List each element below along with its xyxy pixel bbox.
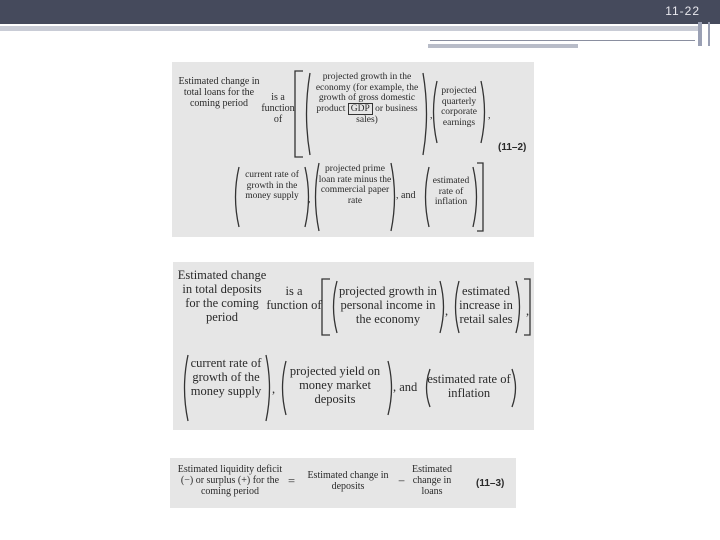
equation-11-2-box — [172, 62, 534, 237]
eq1-comma: , — [308, 194, 311, 205]
eq3-loans: Estimated change in loans — [412, 464, 452, 498]
eq1-lhs: Estimated change in total loans for the coming period — [178, 76, 260, 110]
title-bar — [0, 0, 720, 24]
eq3-deposits: Estimated change in deposits — [307, 470, 389, 493]
eq2-comma: , — [272, 382, 276, 396]
decor-vertical-bar — [708, 22, 710, 46]
eq1-paren-right — [422, 72, 430, 156]
eq2-term5: estimated rate of inflation — [427, 372, 511, 400]
decor-line — [430, 40, 695, 41]
equation-deposits-box — [173, 262, 534, 430]
eq2-connector: is a function of — [266, 284, 322, 312]
eq1-gdp: GDP — [348, 103, 373, 115]
eq3-equals: = — [288, 474, 296, 488]
eq1-term1-pre: projected growth in the economy (for example, the growth of gross domestic product — [315, 72, 419, 114]
eq2-lhs: Estimated change in total deposits for the coming period — [177, 268, 267, 324]
eq1-term1-post: or business sales) — [356, 103, 418, 125]
eq2-and: , and — [393, 380, 418, 394]
eq1-comma: , — [430, 110, 433, 121]
decor-band — [0, 26, 700, 31]
eq3-minus: − — [398, 474, 406, 488]
eq2-paren-right — [515, 280, 523, 334]
eq1-term2: projected quarterly corporate earnings — [441, 86, 477, 128]
eq2-term1: projected growth in personal income in the economy — [339, 284, 437, 326]
eq2-comma: , — [445, 304, 449, 318]
eq1-connector: is a function of — [261, 92, 295, 126]
eq1-term1 — [308, 72, 426, 125]
eq2-and-word: and — [399, 380, 418, 394]
eq2-term2: estimated increase in retail sales — [459, 284, 513, 326]
decor-vertical-bar — [698, 22, 702, 46]
slide-number: 11-22 — [665, 4, 700, 18]
eq2-term3: current rate of growth of the money supply — [190, 356, 262, 398]
eq1-term4: projected prime loan rate minus the commercial paper rate — [318, 164, 392, 206]
eq1-and: , and — [396, 190, 416, 201]
equation-11-3-box — [170, 458, 516, 508]
eq1-paren-right — [480, 80, 488, 144]
eq1-and-word: and — [401, 190, 416, 201]
eq1-term5: estimated rate of inflation — [432, 176, 470, 208]
eq1-comma: , — [488, 110, 491, 121]
eq1-bracket-right — [476, 162, 484, 232]
eq3-lhs: Estimated liquidity deficit (−) or surplus (+) for the coming period — [177, 464, 283, 498]
eq2-term4: projected yield on money market deposits — [289, 364, 381, 406]
eq2-comma: , — [526, 304, 530, 318]
decor-strip — [428, 44, 578, 48]
eq1-number: (11–2) — [498, 142, 527, 153]
eq1-term3: current rate of growth in the money supply — [245, 170, 299, 202]
eq3-number: (11–3) — [476, 478, 505, 489]
eq2-paren-right — [511, 368, 519, 408]
